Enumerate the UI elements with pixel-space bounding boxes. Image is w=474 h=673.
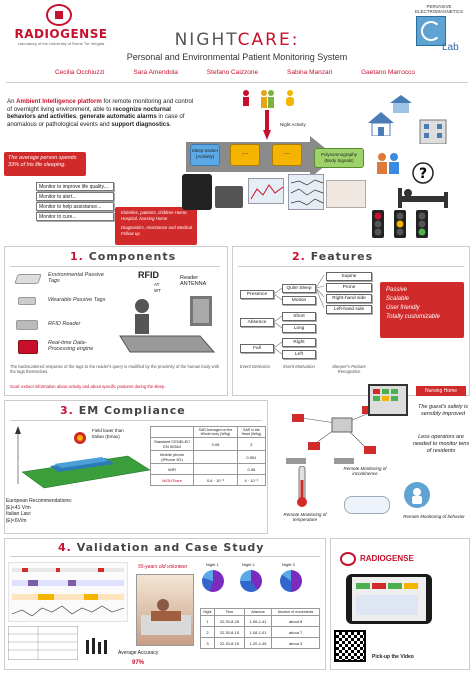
- remote-behavior-label: Remote Monitoring of behavior: [403, 514, 465, 519]
- monitor-item: Monitor to help assistance...: [36, 202, 114, 211]
- italian-law-title: Italian Law:: [6, 511, 32, 517]
- features-divider: [238, 266, 464, 267]
- validation-table-header: Night: [201, 609, 215, 616]
- people-icons: [238, 88, 302, 110]
- signal-screen-image: [288, 174, 324, 210]
- monitor-item: Monitor to alert...: [36, 192, 114, 201]
- component-processing-engine: Real-time Data-Processing engine: [48, 340, 94, 352]
- flow-box-dots: ....: [230, 144, 260, 166]
- em-table-header: SAR Averaged on the Whole body (W/kg): [194, 427, 238, 438]
- validation-table-header-row: [201, 609, 320, 616]
- activity-timeline: [8, 562, 128, 622]
- night-2-pie: [240, 570, 262, 592]
- title-care: CARE:: [237, 30, 300, 50]
- night-activity-label: Night Activity: [280, 122, 306, 127]
- feature-motion: Motion: [282, 296, 316, 305]
- poster-subtitle: Personal and Environmental Patient Monitoring System: [126, 52, 348, 62]
- traffic-lights-icon: [370, 210, 434, 238]
- em-table-row: WiFi 0.06: [151, 464, 266, 475]
- hospital-icon: [390, 95, 412, 113]
- operators-note: Less operators are needed to monitor tens of residents: [412, 434, 470, 454]
- night-label: Night 2: [242, 562, 255, 567]
- feature-event-fall: Fall: [240, 344, 274, 353]
- incontinence-pad-image: [344, 496, 390, 514]
- em-table-row: Mobile phone (iPhone 3G) 0.951: [151, 451, 266, 464]
- brand-subtitle: Laboratory of the University of Rome Tor Vergata: [17, 41, 105, 46]
- author: Sabina Manzari: [287, 69, 333, 76]
- smartphone-image: [182, 174, 212, 210]
- home-icon: [368, 112, 394, 136]
- author: Stefano Caizzone: [206, 69, 259, 76]
- feature-long: Long: [282, 324, 316, 333]
- pickup-video-label: Pick-up the Video: [372, 654, 414, 660]
- caregivers-icon: [374, 152, 402, 176]
- author: Gaetano Marrocco: [361, 69, 415, 76]
- phone-screen: [352, 577, 426, 621]
- validation-table-row: 3 22.30-8.15 1.20-1.45 about 3: [201, 638, 320, 649]
- feature-quite-sleep: Quite Sleep: [282, 284, 316, 293]
- posture-supine: Supine: [326, 272, 372, 281]
- target-users-box: [115, 207, 197, 245]
- posture-right-side: Right-hand side: [326, 294, 372, 303]
- feature-right: Right: [282, 338, 316, 347]
- environmental-tag-icon: [14, 274, 42, 284]
- feature-short: Short: [282, 312, 316, 321]
- title-night: NIGHT: [174, 30, 238, 50]
- volunteer-photo: [136, 574, 194, 646]
- components-note: The backscattered response of the tags to the reader's query is modified by the proximity of the human body with the tags themselves.: [10, 364, 220, 374]
- validation-table-row: 2 22.30-8.15 1.08-1.01 about 7: [201, 627, 320, 638]
- header-divider: [6, 82, 468, 83]
- em-table-header-row: [151, 427, 266, 438]
- property-item: Totally customizable: [386, 314, 440, 320]
- monitor-item: Monitor to cure...: [36, 212, 114, 221]
- accuracy-label: Average Accuracy: [118, 650, 159, 656]
- flow-box-dots: ....: [272, 144, 302, 166]
- property-item: User friendly: [386, 305, 420, 311]
- em-divider: [10, 420, 262, 421]
- pel-label: PERVASIVE ELECTROMAGNETICS: [414, 4, 463, 14]
- volunteer-data-table: [8, 626, 78, 660]
- feature-event-absence: Absence: [240, 318, 274, 327]
- target-users-item: Elderlies, patients, children Home, Hospital, Nursing Home: [121, 210, 188, 221]
- axis-event-detection: Event Detection: [239, 364, 271, 369]
- bed-icon: [396, 184, 450, 210]
- eu-recommendations-value: |E|<41 V/m: [6, 504, 31, 511]
- features-heading: 2. Features: [292, 250, 374, 263]
- component-environmental-tags: Environmental Passive Tags: [48, 272, 104, 284]
- rfid-reader-icon: [16, 320, 38, 330]
- accuracy-value: 97%: [132, 660, 145, 666]
- feature-left: Left: [282, 350, 316, 359]
- thermometer-image: [290, 466, 314, 508]
- behavior-icon: [402, 480, 432, 510]
- validation-table-row: 1 22.30-8.25 1.06-1.41 about 8: [201, 616, 320, 627]
- validation-divider: [10, 556, 320, 557]
- italian-law-value: |E|<6V/m: [6, 517, 27, 524]
- property-item: Scalable: [386, 296, 410, 302]
- em-table-header: SAR in the Head (W/kg): [237, 427, 265, 438]
- building-icon: [418, 116, 448, 144]
- reader-antenna-label: Reader ANTENNA: [180, 275, 207, 287]
- posture-prone: Prone: [326, 283, 372, 292]
- components-divider: [10, 266, 220, 267]
- device-image: [215, 186, 243, 208]
- night-label: Night 3: [282, 562, 295, 567]
- author: Cecilia Occhiuzzi: [55, 69, 105, 76]
- night-3-pie: [280, 570, 302, 592]
- em-field-label: Field lower than Italian (Emax): [92, 428, 124, 439]
- components-goal: Goal: extract information about activity and about specific postures during the sleep.: [10, 384, 166, 389]
- radiogense-ring-icon: [340, 552, 356, 566]
- flow-box-polysomnography: Polysomnography (Body Signals): [314, 148, 364, 168]
- chart-screen-image: [248, 178, 284, 204]
- components-heading: 1. Components: [70, 250, 177, 263]
- wt-label: WT: [154, 288, 161, 293]
- posture-left-side: Left-hand side: [326, 305, 372, 314]
- eu-recommendations-title: European Recommendations:: [6, 498, 73, 504]
- question-bubble-icon: [412, 162, 434, 184]
- validation-table: [200, 608, 320, 649]
- flow-box-sleep-tracker: Sleep tracker (Actively): [190, 144, 220, 166]
- night-label: Night 1: [206, 562, 219, 567]
- nursing-home-label: Nursing Home: [416, 386, 466, 396]
- remote-incontinence-label: Remote Monitoring of incontinence: [343, 466, 387, 476]
- author-list: [55, 69, 415, 76]
- validation-heading: 4. Validation and Case Study: [58, 541, 265, 554]
- validation-table-header: Absence: [244, 609, 271, 616]
- accuracy-bars: [84, 636, 108, 654]
- video-qr-code[interactable]: [334, 630, 366, 662]
- intro-text: An Ambient Intelligence platform for remote monitoring and control of overnight living environment, able to recognize nocturnal behaviors and activities, generate automatic alarms in case of anomalous or pathological events and support diagnostics.: [7, 98, 194, 128]
- volunteer-label: 55-years old volunteer: [138, 564, 188, 570]
- processing-engine-icon: [18, 340, 38, 354]
- sleep-stat-callout: The average person spends 33% of his life sleeping.: [4, 152, 86, 176]
- monitor-item: Monitor to improve life quality....: [36, 182, 114, 191]
- component-wearable-tags: Wearable Passive Tags: [48, 297, 106, 303]
- validation-table-header: Time: [214, 609, 244, 616]
- rfid-setup-image: [110, 296, 218, 356]
- smartphone-mockup: [346, 574, 432, 624]
- poster-title: [0, 30, 474, 50]
- author: Sara Amendola: [133, 69, 178, 76]
- em-scale-label: |E|(dB): [18, 460, 31, 465]
- em-heading: 3. EM Compliance: [60, 404, 186, 417]
- em-field-plot: [10, 424, 160, 496]
- night-pies: [198, 562, 322, 606]
- phone-brand: RADIOGENSE: [360, 554, 414, 563]
- em-table: [150, 426, 266, 486]
- pel-lab-label: Lab: [442, 42, 459, 53]
- wheelchair-elderly-baby-icon: [238, 88, 302, 110]
- axis-event-motivation: Event Motivation: [283, 364, 315, 369]
- rfid-label: RFID: [138, 270, 159, 280]
- monitor-list: [36, 182, 114, 222]
- wearable-tag-icon: [18, 297, 36, 305]
- validation-table-header: Number of movements: [272, 609, 320, 616]
- features-properties-box: [380, 282, 464, 338]
- night-1-pie: [202, 570, 224, 592]
- at-label: AT: [154, 282, 160, 287]
- axis-posture-recognition: Sleeper's Posture Recognition: [332, 364, 366, 374]
- remote-temperature-label: Remote Monitoring of temperature: [283, 512, 327, 522]
- target-users-item: Diagnostics, Assistance and Medical Follow up: [121, 225, 193, 236]
- svg-text:?: ?: [419, 166, 428, 182]
- safety-note: The guest's safety is sensibly improved: [418, 404, 468, 417]
- radiogense-dot-icon: [55, 11, 63, 19]
- brand-name: RADIOGENSE: [14, 27, 108, 41]
- em-regulations: [6, 498, 106, 524]
- patient-bed-image: [326, 180, 366, 208]
- em-table-header: [151, 427, 194, 438]
- property-item: Passive: [386, 287, 408, 293]
- monitor-screen-image: [368, 384, 408, 416]
- feature-event-presence: Presence: [240, 290, 274, 299]
- component-rfid-reader: RFID Reader: [48, 321, 81, 327]
- em-table-row: NIGHTcare 0.6 · 10⁻³ 4 · 10⁻³: [151, 475, 266, 486]
- em-table-row: Standard CENELEC EN 50364 0.08 2: [151, 438, 266, 451]
